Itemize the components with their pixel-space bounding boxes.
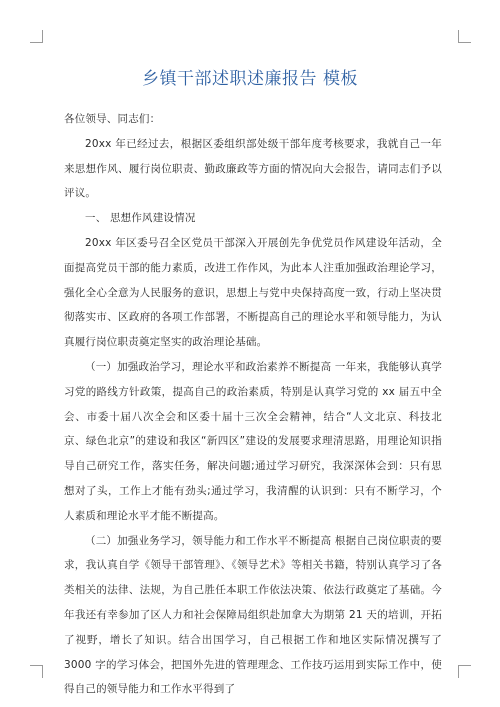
- intro-paragraph: 20xx 年已经过去，根据区委组织部处级干部年度考核要求，我就自己一年来思想作风、履行岗位职责、勤政廉政等方面的情况向大会报告，请同志们予以评议。: [64, 137, 442, 200]
- document-body: [64, 107, 442, 702]
- document-title: 乡镇干部述职述廉报告 模板: [142, 69, 358, 89]
- section-heading: 一、 思想作风建设情况: [85, 212, 196, 225]
- greeting: 各位领导、同志们：: [64, 113, 161, 125]
- crop-mark-bottom-left: [30, 665, 43, 678]
- crop-mark-top-left: [30, 30, 43, 43]
- subsection-1-paragraph: （一）加强政治学习，理论水平和政治素养不断提高 一年来，我能够认真学习党的路线方针政策，提高自己的政治素质，特别是认真学习党的 xx 届五中全会、市委十届八次全会和区委十届十三次全会精神，结合“人文北京、科技北京、绿色北京”的建设和我区“新四区”建设的发展要求理清思路，用理论知识指导自己研究工作，落实任务，解决问题;通过学习研究，我深深体会到：只有思想对了头，工作上才能有劲头;通过学习，我清醒的认识到：只有不断学习，个人素质和理论水平才能不断提高。: [64, 360, 442, 522]
- crop-mark-bottom-right: [458, 665, 471, 678]
- section-paragraph: 20xx 年区委号召全区党员干部深入开展创先争优党员作风建设年活动，全面提高党员干部的能力素质，改进工作作风，为此本人注重加强政治理论学习，强化全心全意为人民服务的意识，思想上与党中央保持高度一致，行动上坚决贯彻落实市、区政府的各项工作部署，不断提高自己的理论水平和领导能力，为认真履行岗位职责奠定坚实的政治理论基础。: [64, 236, 442, 349]
- subsection-2-paragraph: （二）加强业务学习，领导能力和工作水平不断提高 根据自己岗位职责的要求，我认真自学《领导干部管理》、《领导艺术》等相关书籍，特别认真学习了各类相关的法律、法规，为自己胜任本职工作依法决策、依法行政奠定了基础。今年我还有幸参加了区人力和社会保障局组织赴加拿大为期第 21 天的培训，开拓了视野，增长了知识。结合出国学习，自己根据工作和地区实际情况撰写了 3000 字的学习体会，把国外先进的管理理念、工作技巧运用到实际工作中，使得自己的领导能力和工作水平得到了: [64, 534, 442, 696]
- crop-mark-top-right: [458, 30, 471, 43]
